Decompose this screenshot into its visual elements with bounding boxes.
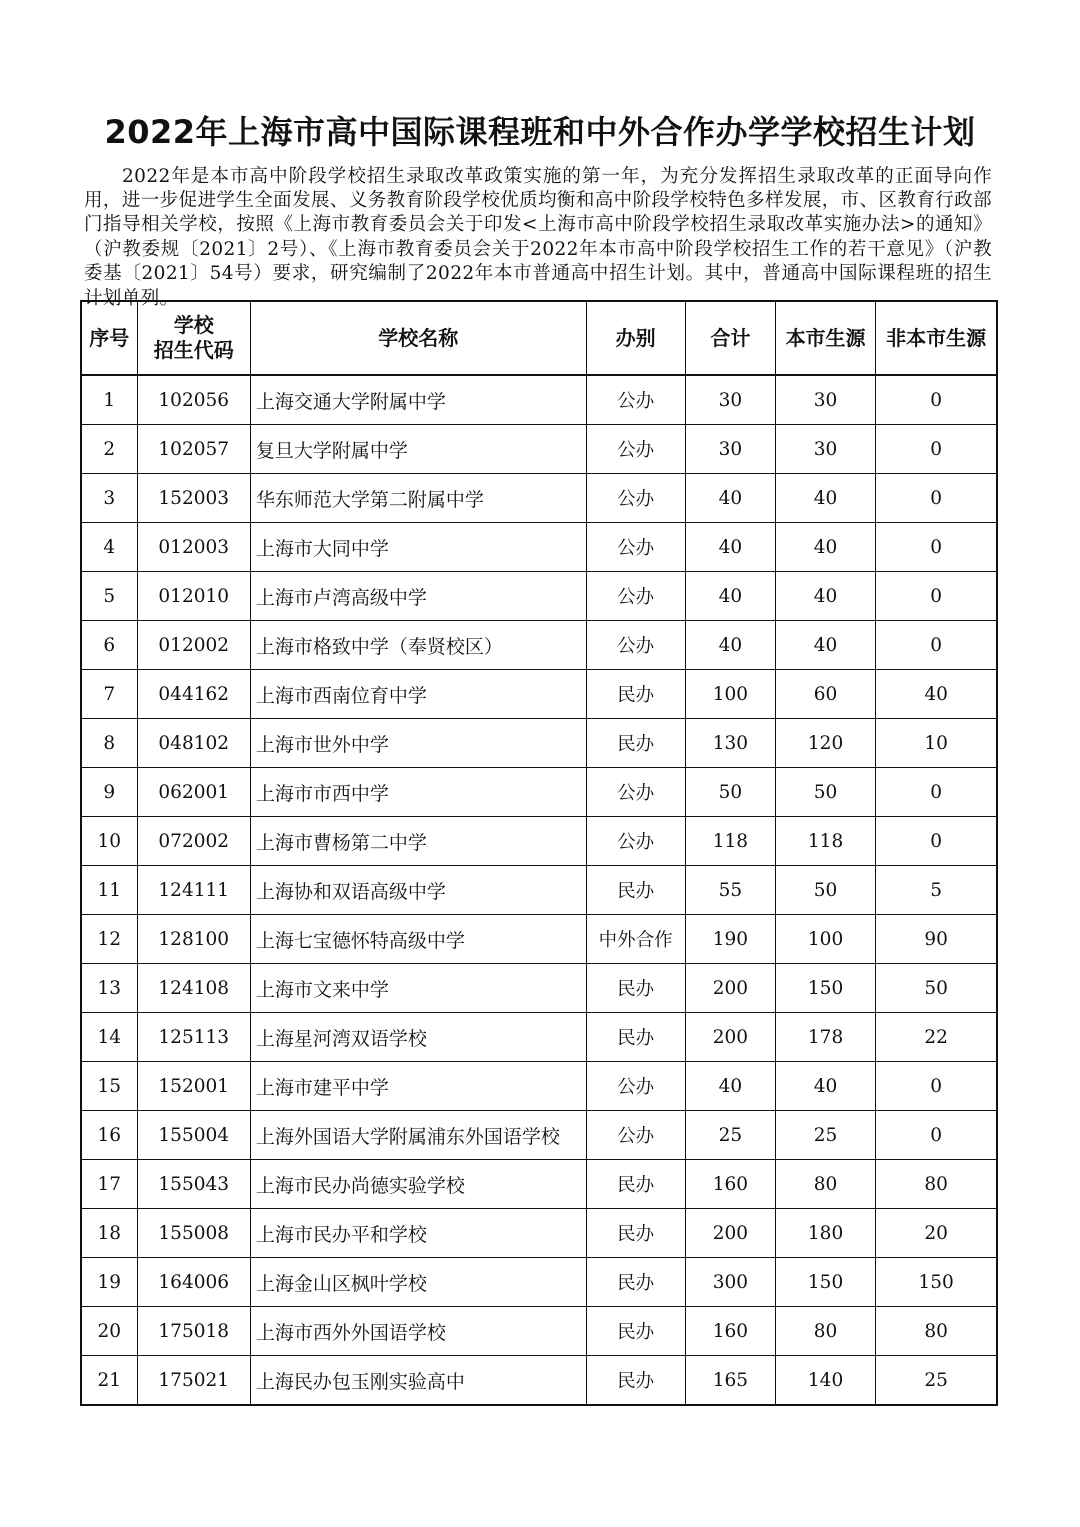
cell-school-name: 上海金山区枫叶学校 bbox=[250, 1258, 586, 1307]
cell-total: 160 bbox=[685, 1307, 775, 1356]
cell-no: 7 bbox=[81, 670, 137, 719]
cell-local: 40 bbox=[775, 1062, 875, 1111]
cell-school-name: 上海市曹杨第二中学 bbox=[250, 817, 586, 866]
cell-school-name: 上海市建平中学 bbox=[250, 1062, 586, 1111]
cell-type: 中外合作 bbox=[586, 915, 685, 964]
cell-type: 民办 bbox=[586, 866, 685, 915]
header-nonlocal: 非本市生源 bbox=[876, 301, 997, 375]
cell-total: 190 bbox=[685, 915, 775, 964]
cell-total: 130 bbox=[685, 719, 775, 768]
cell-school-name: 上海七宝德怀特高级中学 bbox=[250, 915, 586, 964]
cell-nonlocal: 20 bbox=[876, 1209, 997, 1258]
cell-nonlocal: 80 bbox=[876, 1307, 997, 1356]
table-row bbox=[81, 964, 997, 1013]
cell-code: 164006 bbox=[137, 1258, 250, 1307]
cell-total: 165 bbox=[685, 1356, 775, 1406]
cell-code: 124111 bbox=[137, 866, 250, 915]
cell-local: 150 bbox=[775, 964, 875, 1013]
table-row bbox=[81, 1160, 997, 1209]
table-row bbox=[81, 1258, 997, 1307]
cell-total: 40 bbox=[685, 474, 775, 523]
cell-total: 300 bbox=[685, 1258, 775, 1307]
cell-total: 200 bbox=[685, 1209, 775, 1258]
table-row bbox=[81, 572, 997, 621]
cell-total: 100 bbox=[685, 670, 775, 719]
cell-total: 55 bbox=[685, 866, 775, 915]
table-row bbox=[81, 915, 997, 964]
cell-school-name: 上海市西南位育中学 bbox=[250, 670, 586, 719]
cell-type: 公办 bbox=[586, 1062, 685, 1111]
cell-no: 21 bbox=[81, 1356, 137, 1406]
table-body bbox=[81, 375, 997, 1405]
cell-nonlocal: 40 bbox=[876, 670, 997, 719]
cell-local: 180 bbox=[775, 1209, 875, 1258]
cell-code: 155004 bbox=[137, 1111, 250, 1160]
cell-nonlocal: 50 bbox=[876, 964, 997, 1013]
cell-school-name: 上海交通大学附属中学 bbox=[250, 375, 586, 425]
table-row bbox=[81, 474, 997, 523]
cell-code: 155008 bbox=[137, 1209, 250, 1258]
cell-code: 124108 bbox=[137, 964, 250, 1013]
table-row bbox=[81, 523, 997, 572]
cell-code: 175018 bbox=[137, 1307, 250, 1356]
cell-no: 4 bbox=[81, 523, 137, 572]
cell-code: 012010 bbox=[137, 572, 250, 621]
cell-school-name: 华东师范大学第二附属中学 bbox=[250, 474, 586, 523]
page-title: 2022年上海市高中国际课程班和中外合作办学学校招生计划 bbox=[104, 113, 976, 152]
cell-local: 50 bbox=[775, 768, 875, 817]
cell-nonlocal: 0 bbox=[876, 572, 997, 621]
cell-nonlocal: 0 bbox=[876, 523, 997, 572]
cell-code: 048102 bbox=[137, 719, 250, 768]
cell-type: 民办 bbox=[586, 1209, 685, 1258]
cell-total: 200 bbox=[685, 1013, 775, 1062]
cell-nonlocal: 0 bbox=[876, 1062, 997, 1111]
header-type: 办别 bbox=[586, 301, 685, 375]
cell-no: 9 bbox=[81, 768, 137, 817]
cell-no: 15 bbox=[81, 1062, 137, 1111]
cell-code: 102056 bbox=[137, 375, 250, 425]
cell-type: 民办 bbox=[586, 719, 685, 768]
cell-nonlocal: 150 bbox=[876, 1258, 997, 1307]
cell-code: 012003 bbox=[137, 523, 250, 572]
cell-total: 200 bbox=[685, 964, 775, 1013]
cell-school-name: 上海民办包玉刚实验高中 bbox=[250, 1356, 586, 1406]
table-row bbox=[81, 1062, 997, 1111]
cell-school-name: 上海市文来中学 bbox=[250, 964, 586, 1013]
cell-nonlocal: 22 bbox=[876, 1013, 997, 1062]
cell-code: 152001 bbox=[137, 1062, 250, 1111]
cell-local: 100 bbox=[775, 915, 875, 964]
cell-local: 30 bbox=[775, 425, 875, 474]
table-row bbox=[81, 425, 997, 474]
cell-type: 民办 bbox=[586, 1160, 685, 1209]
cell-no: 14 bbox=[81, 1013, 137, 1062]
cell-local: 50 bbox=[775, 866, 875, 915]
cell-code: 152003 bbox=[137, 474, 250, 523]
header-code bbox=[137, 301, 250, 375]
header-code-line2: 招生代码 bbox=[153, 338, 234, 362]
table-row bbox=[81, 817, 997, 866]
cell-type: 公办 bbox=[586, 425, 685, 474]
cell-nonlocal: 0 bbox=[876, 817, 997, 866]
cell-local: 120 bbox=[775, 719, 875, 768]
cell-type: 民办 bbox=[586, 964, 685, 1013]
table-row bbox=[81, 375, 997, 425]
cell-no: 6 bbox=[81, 621, 137, 670]
cell-code: 044162 bbox=[137, 670, 250, 719]
cell-local: 80 bbox=[775, 1307, 875, 1356]
cell-local: 40 bbox=[775, 572, 875, 621]
cell-code: 155043 bbox=[137, 1160, 250, 1209]
cell-type: 公办 bbox=[586, 474, 685, 523]
cell-school-name: 复旦大学附属中学 bbox=[250, 425, 586, 474]
cell-nonlocal: 5 bbox=[876, 866, 997, 915]
cell-school-name: 上海市民办尚德实验学校 bbox=[250, 1160, 586, 1209]
cell-local: 178 bbox=[775, 1013, 875, 1062]
cell-total: 40 bbox=[685, 523, 775, 572]
cell-type: 公办 bbox=[586, 523, 685, 572]
cell-no: 20 bbox=[81, 1307, 137, 1356]
cell-local: 60 bbox=[775, 670, 875, 719]
table-row bbox=[81, 1013, 997, 1062]
cell-local: 80 bbox=[775, 1160, 875, 1209]
cell-nonlocal: 0 bbox=[876, 621, 997, 670]
table-row bbox=[81, 866, 997, 915]
cell-nonlocal: 25 bbox=[876, 1356, 997, 1406]
cell-code: 128100 bbox=[137, 915, 250, 964]
cell-type: 公办 bbox=[586, 375, 685, 425]
cell-local: 150 bbox=[775, 1258, 875, 1307]
cell-type: 公办 bbox=[586, 817, 685, 866]
table-row bbox=[81, 719, 997, 768]
cell-school-name: 上海协和双语高级中学 bbox=[250, 866, 586, 915]
cell-no: 19 bbox=[81, 1258, 137, 1307]
cell-no: 1 bbox=[81, 375, 137, 425]
cell-code: 175021 bbox=[137, 1356, 250, 1406]
cell-nonlocal: 0 bbox=[876, 768, 997, 817]
cell-no: 11 bbox=[81, 866, 137, 915]
intro-paragraph: 2022年是本市高中阶段学校招生录取改革政策实施的第一年，为充分发挥招生录取改革的正面导向作用，进一步促进学生全面发展、义务教育阶段学校优质均衡和高中阶段学校特色多样发展，市、区教育行政部门指导相关学校，按照《上海市教育委员会关于印发<上海市高中阶段学校招生录取改革实施办法>的通知》（沪教委规〔2021〕2号）、《上海市教育委员会关于2022年本市高中阶段学校招生工作的若干意见》（沪教委基〔2021〕54号）要求，研究编制了2022年本市普通高中招生计划。其中，普通高中国际课程班的招生计划单列。 bbox=[84, 165, 992, 309]
cell-code: 125113 bbox=[137, 1013, 250, 1062]
cell-nonlocal: 0 bbox=[876, 425, 997, 474]
cell-type: 公办 bbox=[586, 768, 685, 817]
cell-type: 民办 bbox=[586, 1307, 685, 1356]
cell-nonlocal: 80 bbox=[876, 1160, 997, 1209]
cell-local: 40 bbox=[775, 621, 875, 670]
cell-school-name: 上海市西外外国语学校 bbox=[250, 1307, 586, 1356]
cell-school-name: 上海市民办平和学校 bbox=[250, 1209, 586, 1258]
cell-total: 30 bbox=[685, 425, 775, 474]
cell-local: 25 bbox=[775, 1111, 875, 1160]
cell-code: 102057 bbox=[137, 425, 250, 474]
cell-type: 民办 bbox=[586, 1356, 685, 1406]
cell-school-name: 上海市市西中学 bbox=[250, 768, 586, 817]
header-code-line1: 学校 bbox=[173, 313, 214, 337]
cell-total: 30 bbox=[685, 375, 775, 425]
cell-local: 40 bbox=[775, 523, 875, 572]
cell-no: 3 bbox=[81, 474, 137, 523]
cell-type: 民办 bbox=[586, 1013, 685, 1062]
cell-no: 5 bbox=[81, 572, 137, 621]
table-row bbox=[81, 1111, 997, 1160]
cell-school-name: 上海市卢湾高级中学 bbox=[250, 572, 586, 621]
cell-school-name: 上海市格致中学（奉贤校区） bbox=[250, 621, 586, 670]
cell-nonlocal: 0 bbox=[876, 474, 997, 523]
cell-total: 50 bbox=[685, 768, 775, 817]
cell-no: 2 bbox=[81, 425, 137, 474]
cell-total: 160 bbox=[685, 1160, 775, 1209]
table-row bbox=[81, 1307, 997, 1356]
cell-no: 12 bbox=[81, 915, 137, 964]
cell-code: 062001 bbox=[137, 768, 250, 817]
table-row bbox=[81, 1356, 997, 1406]
table-row bbox=[81, 670, 997, 719]
cell-type: 民办 bbox=[586, 1258, 685, 1307]
cell-total: 40 bbox=[685, 572, 775, 621]
header-local: 本市生源 bbox=[775, 301, 875, 375]
cell-total: 118 bbox=[685, 817, 775, 866]
cell-type: 公办 bbox=[586, 621, 685, 670]
cell-local: 118 bbox=[775, 817, 875, 866]
cell-code: 012002 bbox=[137, 621, 250, 670]
cell-local: 140 bbox=[775, 1356, 875, 1406]
enrollment-plan-table bbox=[80, 300, 998, 1406]
cell-code: 072002 bbox=[137, 817, 250, 866]
table-row bbox=[81, 1209, 997, 1258]
cell-no: 16 bbox=[81, 1111, 137, 1160]
cell-total: 25 bbox=[685, 1111, 775, 1160]
cell-nonlocal: 90 bbox=[876, 915, 997, 964]
cell-type: 公办 bbox=[586, 1111, 685, 1160]
cell-no: 13 bbox=[81, 964, 137, 1013]
cell-local: 40 bbox=[775, 474, 875, 523]
cell-no: 8 bbox=[81, 719, 137, 768]
cell-nonlocal: 10 bbox=[876, 719, 997, 768]
header-name: 学校名称 bbox=[250, 301, 586, 375]
header-no: 序号 bbox=[81, 301, 137, 375]
cell-nonlocal: 0 bbox=[876, 375, 997, 425]
header-total: 合计 bbox=[685, 301, 775, 375]
cell-type: 公办 bbox=[586, 572, 685, 621]
cell-total: 40 bbox=[685, 621, 775, 670]
table-row bbox=[81, 768, 997, 817]
cell-school-name: 上海外国语大学附属浦东外国语学校 bbox=[250, 1111, 586, 1160]
cell-nonlocal: 0 bbox=[876, 1111, 997, 1160]
cell-no: 17 bbox=[81, 1160, 137, 1209]
cell-total: 40 bbox=[685, 1062, 775, 1111]
table-row bbox=[81, 621, 997, 670]
cell-type: 民办 bbox=[586, 670, 685, 719]
cell-school-name: 上海市大同中学 bbox=[250, 523, 586, 572]
cell-school-name: 上海星河湾双语学校 bbox=[250, 1013, 586, 1062]
cell-no: 18 bbox=[81, 1209, 137, 1258]
table-header-row bbox=[81, 301, 997, 375]
cell-local: 30 bbox=[775, 375, 875, 425]
cell-school-name: 上海市世外中学 bbox=[250, 719, 586, 768]
cell-no: 10 bbox=[81, 817, 137, 866]
